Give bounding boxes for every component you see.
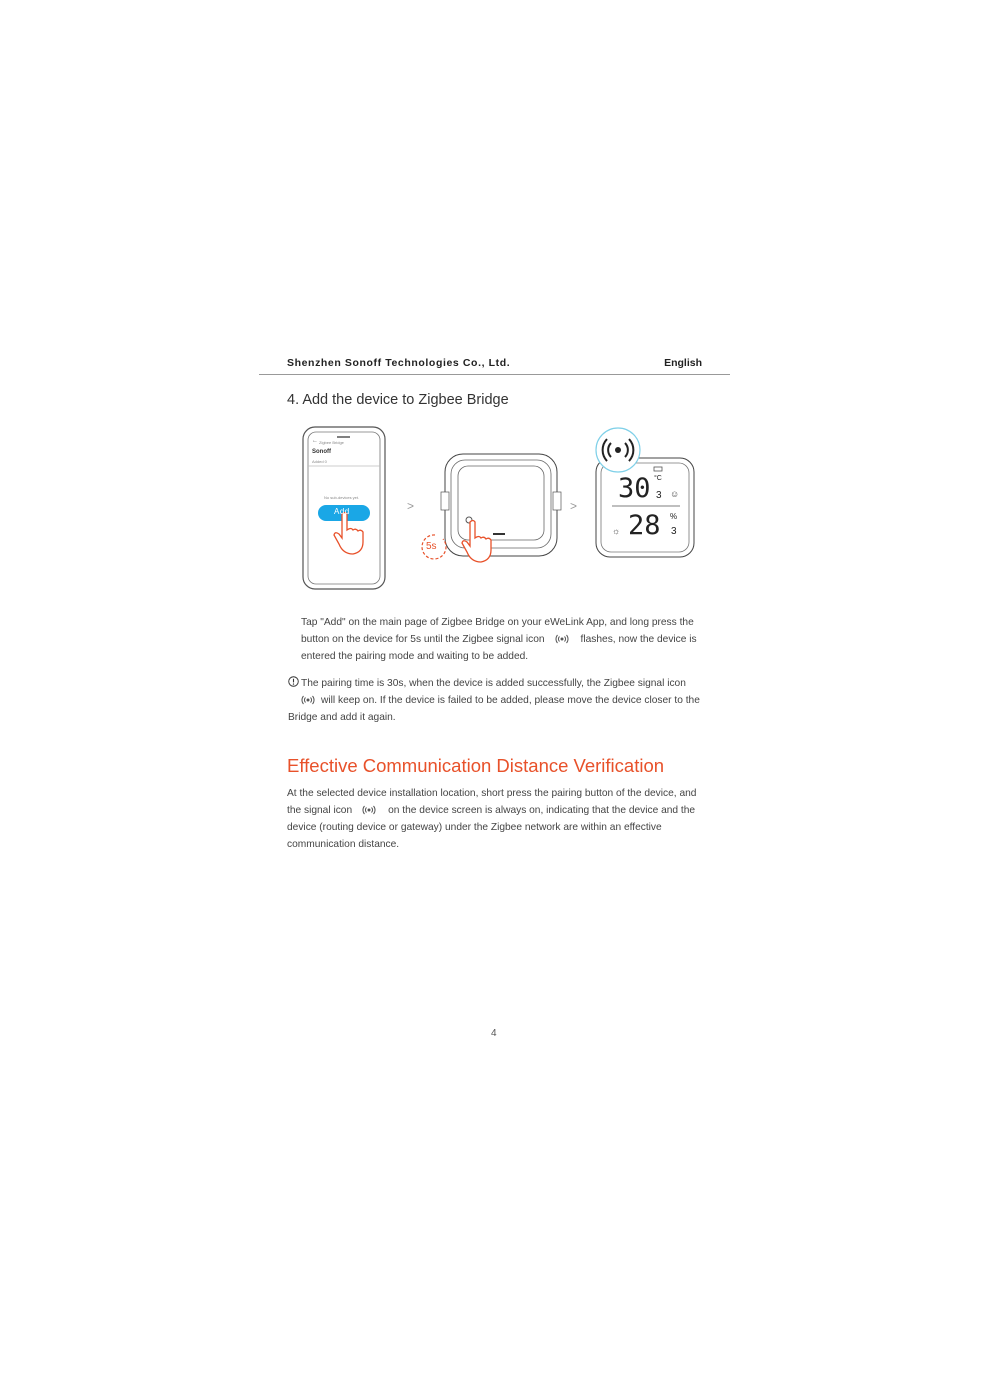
zigbee-signal-icon — [555, 634, 569, 644]
section-text-2: on the device screen is always on, indicating that the device and the device (routing device or gateway) under the Zigbee network are within an effective communication distance. — [287, 805, 696, 850]
instruction-text-1: Tap "Add" on the main page of Zigbee Bridge on your eWeLink App, and long press the button on the device for 5s until the Zigbee signal icon — [301, 617, 694, 645]
temperature-value: 30 — [618, 473, 651, 504]
humidity-decimal: 3 — [671, 526, 677, 537]
temperature-unit: °C — [654, 475, 662, 482]
info-icon — [288, 676, 299, 687]
instruction-paragraph — [301, 614, 711, 665]
instruction-text-2: flashes, now the device is entered the pairing mode and waiting to be added. — [301, 634, 697, 662]
step-title: 4. Add the device to Zigbee Bridge — [287, 392, 509, 408]
device-back-illustration — [415, 452, 565, 564]
section-paragraph — [287, 785, 711, 853]
arrow-1-icon: > — [407, 499, 415, 513]
language-label: English — [664, 357, 702, 369]
humidity-unit: % — [670, 512, 678, 521]
phone-nav-title: Zigbee Bridge — [319, 440, 344, 445]
back-arrow-icon: ← — [312, 438, 318, 444]
company-name: Shenzhen Sonoff Technologies Co., Ltd. — [287, 357, 511, 369]
phone-added-count: Added 0 — [312, 459, 327, 464]
arrow-2-icon: > — [570, 499, 578, 513]
comfort-icon: ☺ — [670, 489, 680, 499]
note-text-2: will keep on. If the device is failed to be added, please move the device closer to the Bridge and add it again. — [288, 695, 700, 723]
page-header — [259, 356, 730, 375]
section-title: Effective Communication Distance Verification — [287, 755, 665, 776]
phone-empty-text: No sub-devices yet. — [324, 495, 360, 500]
zigbee-signal-icon — [301, 695, 315, 705]
zigbee-signal-icon — [362, 805, 376, 815]
note-paragraph — [288, 675, 710, 726]
phone-add-button[interactable]: Add — [334, 507, 350, 516]
humidity-value: 28 — [628, 510, 661, 541]
section-text-1: At the selected device installation location, short press the pairing button of the device, and the signal icon — [287, 788, 697, 816]
timer-label: 5s — [426, 541, 437, 552]
device-front-illustration — [594, 426, 698, 560]
note-text-1: The pairing time is 30s, when the device is added successfully, the Zigbee signal icon — [301, 678, 686, 689]
page-number: 4 — [491, 1028, 497, 1039]
temperature-decimal: 3 — [656, 490, 662, 501]
sun-icon: ☼ — [612, 526, 621, 536]
phone-illustration — [302, 426, 386, 590]
phone-brand: Sonoff — [312, 449, 331, 455]
